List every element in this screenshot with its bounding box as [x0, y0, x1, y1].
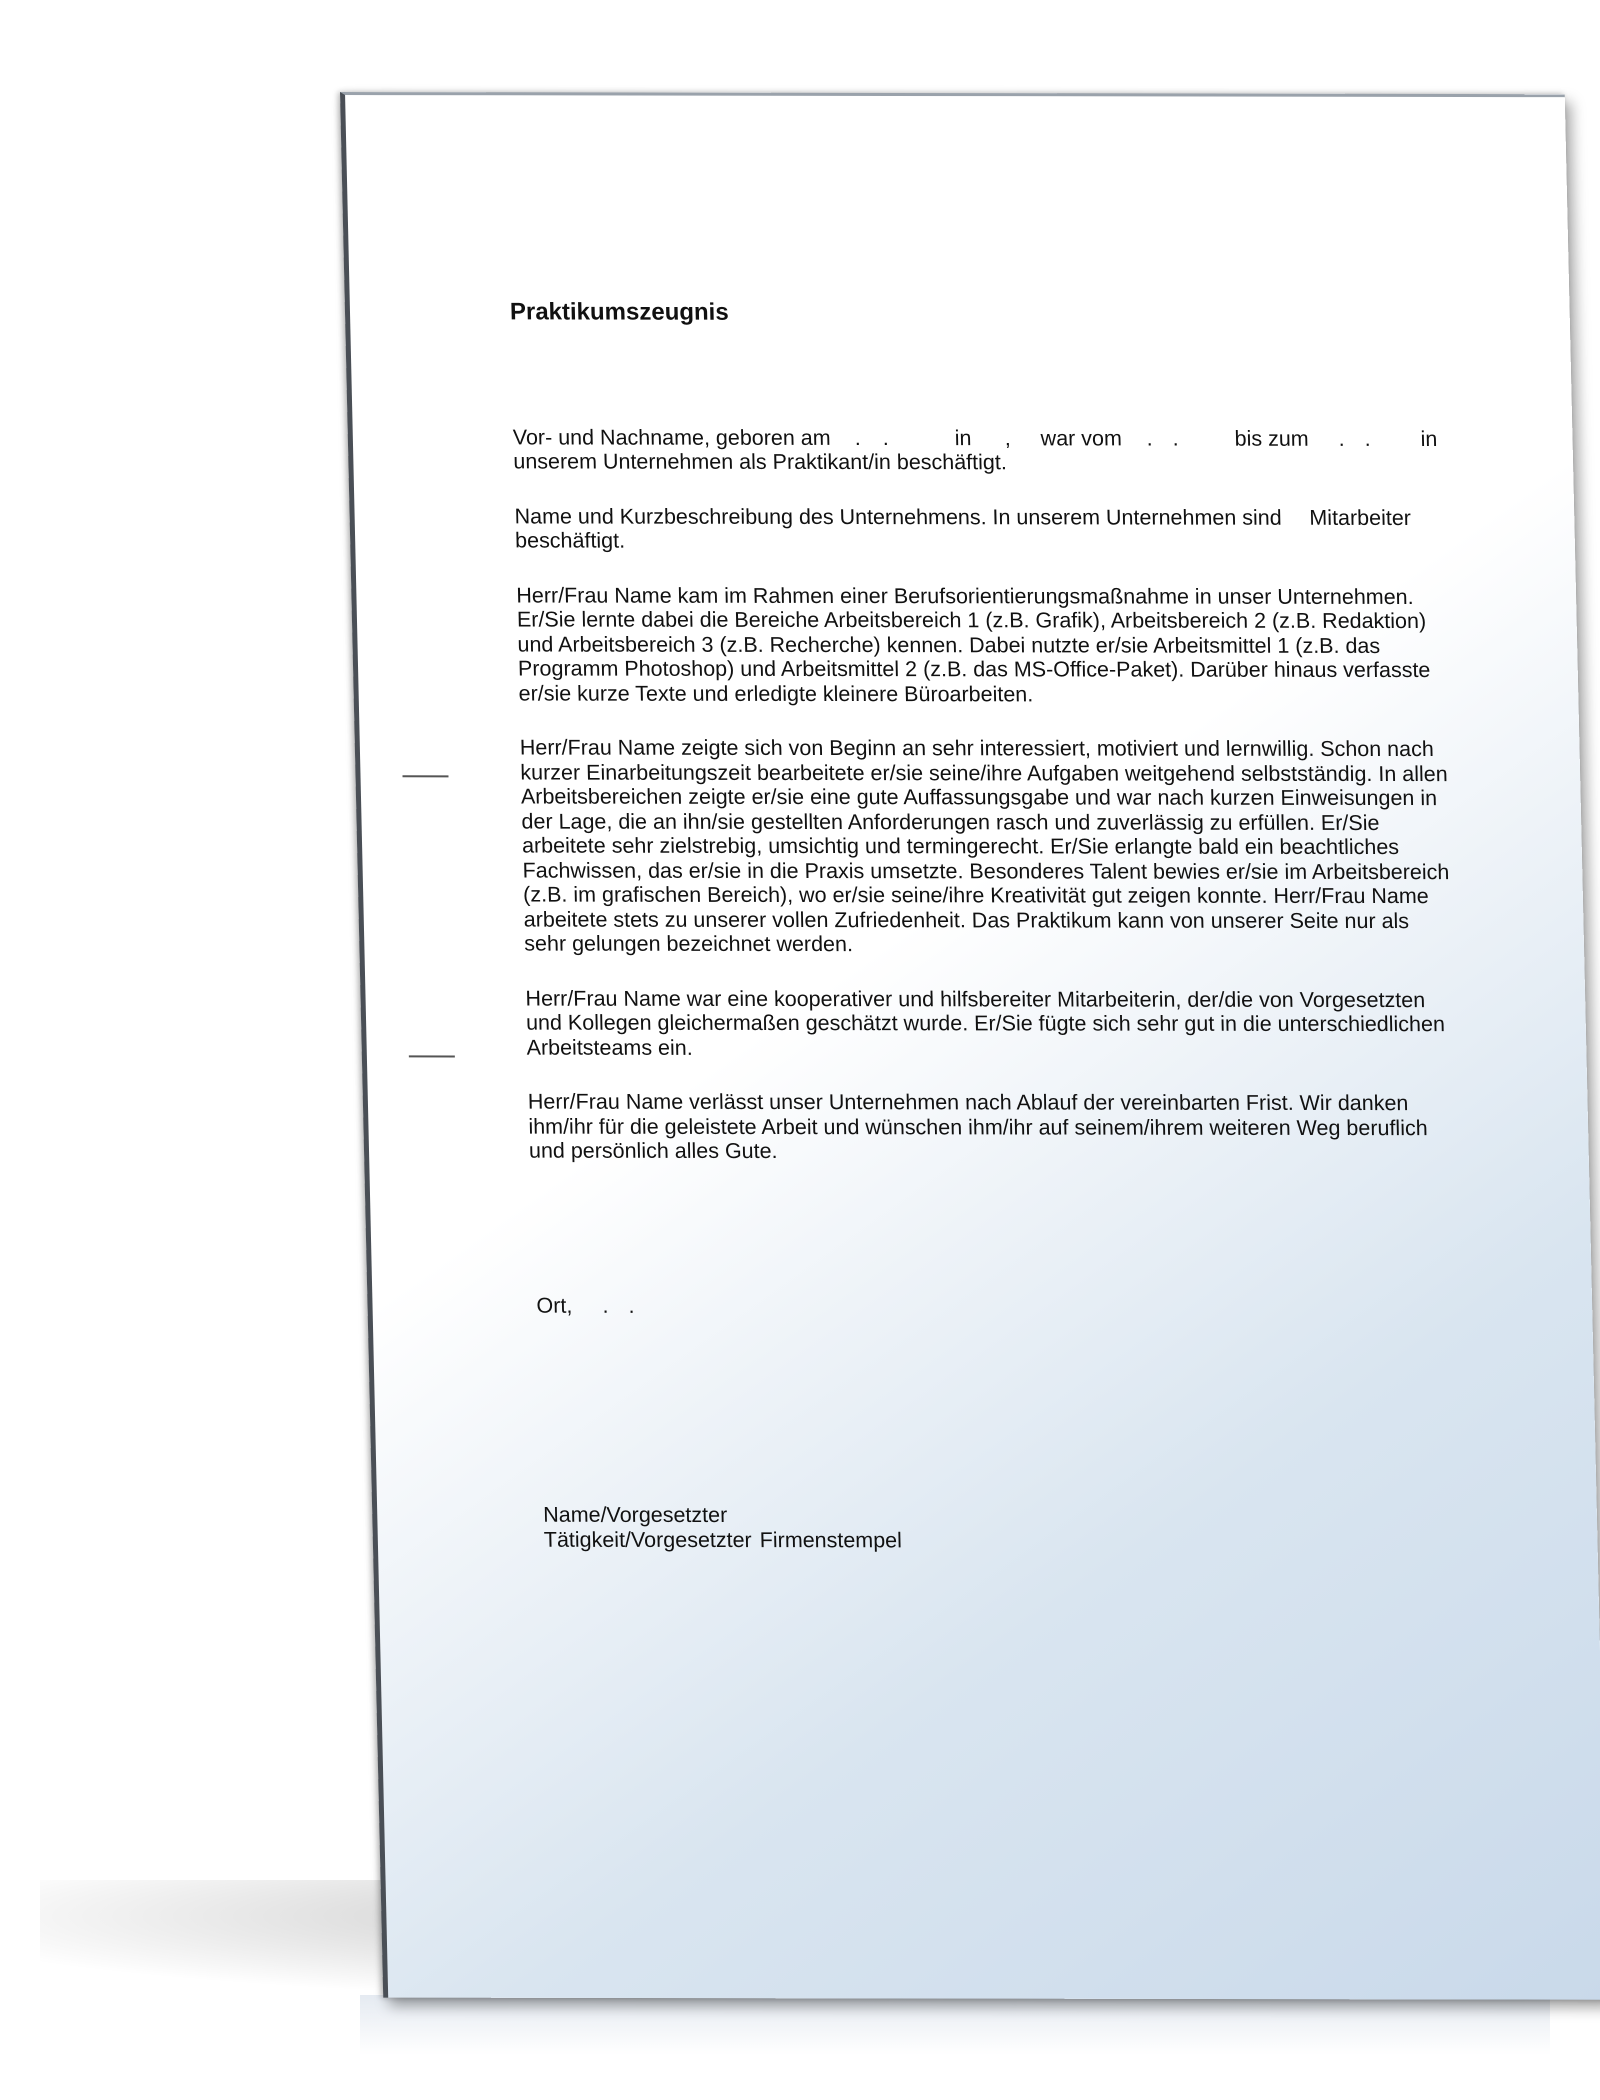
document-page: [340, 92, 1600, 2000]
intro-text: Vor- und Nachname, geboren am: [512, 424, 831, 450]
end-date-dot-1: .: [1338, 426, 1345, 451]
company-paragraph: [514, 504, 1445, 555]
intro-war-vom: war vom: [1040, 425, 1123, 450]
intro-in: in: [954, 425, 972, 450]
document-title: Praktikumszeugnis: [509, 298, 729, 326]
closing-paragraph: Herr/Frau Name verlässt unser Unternehmen nach Ablauf der vereinbarten Frist. Wir danken ihm/ihr für die geleistete Arbeit und wünschen ihm/ihr auf seinem/ihrem weiteren Weg beruflich und persönlich alles Gute.: [527, 1089, 1428, 1164]
page-wrapper: [340, 92, 1560, 1994]
signature-name: Name/Vorgesetzter: [542, 1502, 728, 1528]
company-text: Name und Kurzbeschreibung des Unternehmens. In unserem Unternehmen sind: [514, 503, 1282, 530]
start-date-dot-1: .: [1146, 425, 1153, 451]
fold-mark: [402, 775, 448, 777]
birth-date-dot-1: .: [854, 425, 861, 450]
place-date-line: [532, 1293, 1462, 1319]
intro-line-2: unserem Unternehmen als Praktikant/in beschäftigt.: [513, 449, 1008, 475]
company-stamp-label: Firmenstempel: [759, 1527, 903, 1552]
place-label: Ort,: [536, 1293, 573, 1318]
end-date-dot-2: .: [1364, 426, 1371, 451]
place-date-dot-1: .: [602, 1293, 609, 1318]
punch-mark: [409, 1055, 455, 1057]
signature-role-row: [538, 1527, 1468, 1553]
document-content: [510, 300, 1468, 1553]
place-date-dot-2: .: [628, 1293, 635, 1318]
birth-date-dot-2: .: [882, 425, 889, 450]
tasks-paragraph: Herr/Frau Name kam im Rahmen einer Berufsorientierungsmaßnahme in unser Unternehmen. Er/Sie lernte dabei die Bereiche Arbeitsbereich 1 (z.B. Grafik), Arbeitsbereich 2 (z.B. Redaktion) und Arbeitsbereich 3 (z.B. Recherche) kennen. Dabei nutzte er/sie Arbeitsmittel 1 (z.B. das Programm Photoshop) und Arbeitsmittel 2 (z.B. das MS-Office-Paket). Darüber hinaus verfasste er/sie kurze Texte und erledigte kleinere Büroarbeiten.: [516, 582, 1431, 706]
signature-role: Tätigkeit/Vorgesetzter: [543, 1527, 752, 1552]
signature-name-row: [537, 1503, 1467, 1529]
intro-line-1: [513, 425, 1443, 451]
intro-paragraph: [513, 425, 1444, 476]
performance-paragraph: Herr/Frau Name zeigte sich von Beginn an sehr interessiert, motiviert und lernwillig. Schon nach kurzer Einarbeitungszeit bearbeitete er/sie seine/ihre Aufgaben weitgehend selbstständig. In allen Arbeitsbereichen zeigte er/sie eine gute Auffassungsgabe und war nach kurzen Einweisungen in der Lage, die an ihn/sie gestellten Anforderungen rasch und zuverlässig zu erfüllen. Er/Sie arbeitete sehr zielstrebig, umsichtig und termingerecht. Er/Sie erlangte bald ein beachtliches Fachwissen, das er/sie in die Praxis umsetzte. Besonderes Talent bewies er/sie im Arbeitsbereich (z.B. im grafischen Bereich), wo er/sie seine/ihre Kreativität gut zeigen konnte. Herr/Frau Name arbeitete stets zu unserer vollen Zufriedenheit. Das Praktikum kann von unserer Seite nur als sehr gelungen bezeichnet werden.: [519, 735, 1450, 957]
intro-bis-zum: bis zum: [1234, 426, 1309, 451]
intro-comma: ,: [1004, 425, 1011, 450]
page-reflection: [360, 1995, 1550, 2055]
company-line-1: [514, 504, 1444, 530]
signature-block: [537, 1503, 1468, 1554]
behavior-paragraph: Herr/Frau Name war eine kooperativer und hilfsbereiter Mitarbeiterin, der/die von Vorgesetzten und Kollegen gleichermaßen geschätzt wurde. Er/Sie fügte sich sehr gut in die unterschiedlichen Arbeitsteams ein.: [525, 986, 1446, 1060]
company-line-2: beschäftigt.: [514, 528, 626, 553]
intro-in-2: in: [1420, 426, 1438, 451]
company-mitarbeiter: Mitarbeiter: [1309, 505, 1412, 530]
start-date-dot-2: .: [1172, 426, 1179, 451]
